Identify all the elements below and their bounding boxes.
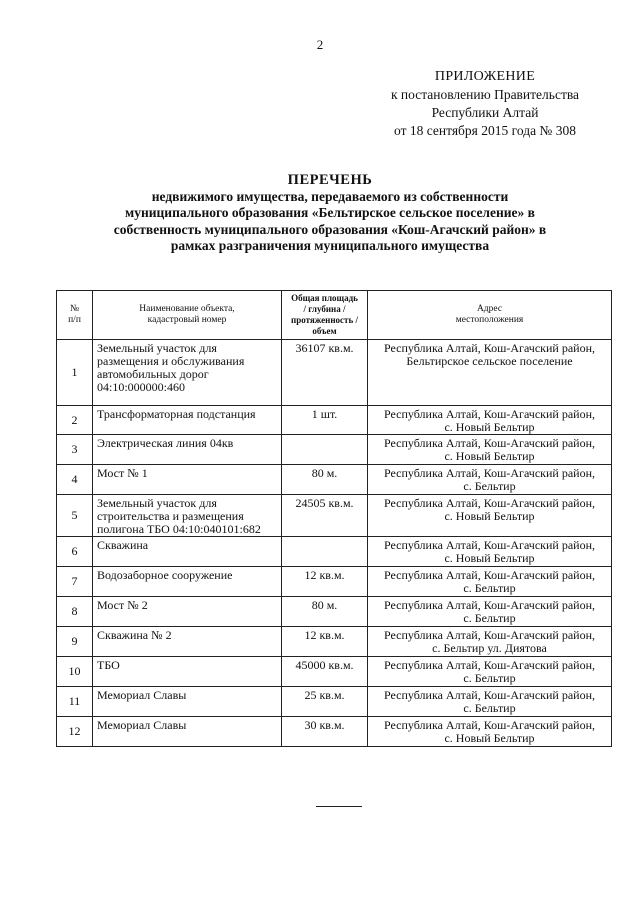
heading-line: недвижимого имущества, передаваемого из собственности	[151, 188, 509, 204]
row-number: 11	[57, 687, 93, 717]
address-line: Республика Алтай, Кош-Агачский район,	[384, 598, 595, 612]
object-address	[368, 687, 612, 717]
object-address	[368, 495, 612, 537]
table-header-row	[57, 291, 612, 340]
object-name-line: Водозаборное сооружение	[97, 568, 233, 582]
object-address	[368, 567, 612, 597]
row-number: 10	[57, 657, 93, 687]
document-title: ПЕРЕЧЕНЬ	[287, 172, 373, 188]
address-line: Республика Алтай, Кош-Агачский район,	[384, 568, 595, 582]
table-row	[57, 406, 612, 435]
table-row	[57, 340, 612, 406]
table-row	[57, 435, 612, 465]
object-area: 24505 кв.м.	[282, 495, 368, 537]
heading-line: рамках разграничения муниципального имущества	[170, 238, 490, 253]
object-address	[368, 657, 612, 687]
object-area: 12 кв.м.	[282, 627, 368, 657]
object-address	[368, 537, 612, 567]
object-name-line: Мемориал Славы	[97, 718, 187, 732]
table-row	[57, 567, 612, 597]
header-text: Адрес	[476, 304, 503, 314]
object-name	[93, 537, 282, 567]
object-name-line: 04:10:000000:460	[97, 380, 186, 394]
header-text: кадастровый номер	[147, 315, 227, 325]
address-line: Республика Алтай, Кош-Агачский район,	[384, 341, 595, 355]
object-area: 36107 кв.м.	[282, 340, 368, 406]
heading-line: муниципального образования «Бельтирское сельское поселение» в	[125, 205, 535, 220]
object-name-line: Мемориал Славы	[97, 688, 187, 702]
object-name	[93, 687, 282, 717]
header-number	[57, 291, 93, 340]
object-address	[368, 597, 612, 627]
page-number: 2	[316, 37, 324, 52]
heading-line: собственность муниципального образования «Кош-Агачский район» в	[113, 221, 547, 237]
table-row	[57, 687, 612, 717]
property-table	[56, 290, 612, 747]
object-address	[368, 340, 612, 406]
object-name-line: Земельный участок для	[97, 341, 217, 355]
address-line: Республика Алтай, Кош-Агачский район,	[384, 436, 595, 450]
table-row	[57, 465, 612, 495]
object-name	[93, 465, 282, 495]
object-name	[93, 495, 282, 537]
object-area	[282, 435, 368, 465]
address-line: Республика Алтай, Кош-Агачский район,	[384, 466, 595, 480]
table-row	[57, 657, 612, 687]
address-line: с. Бельтир	[463, 671, 516, 685]
row-number: 1	[57, 340, 93, 406]
row-number: 4	[57, 465, 93, 495]
address-line: с. Бельтир ул. Диятова	[432, 641, 547, 655]
object-name	[93, 435, 282, 465]
address-line: Республика Алтай, Кош-Агачский район,	[384, 658, 595, 672]
object-name-line: Трансформаторная подстанция	[97, 407, 256, 421]
object-name	[93, 567, 282, 597]
object-name	[93, 340, 282, 406]
object-area: 30 кв.м.	[282, 717, 368, 747]
header-text: местоположения	[455, 315, 524, 325]
row-number: 8	[57, 597, 93, 627]
address-line: Республика Алтай, Кош-Агачский район,	[384, 496, 595, 510]
object-name-line: автомобильных дорог	[97, 367, 209, 381]
object-area: 80 м.	[282, 465, 368, 495]
row-number: 5	[57, 495, 93, 537]
table-row	[57, 495, 612, 537]
address-line: Республика Алтай, Кош-Агачский район,	[384, 688, 595, 702]
annex-line: Республики Алтай	[431, 105, 539, 120]
table-row	[57, 537, 612, 567]
object-address	[368, 435, 612, 465]
address-line: Республика Алтай, Кош-Агачский район,	[384, 407, 595, 421]
object-name-line: Скважина	[97, 538, 149, 552]
annex-date-line: от 18 сентября 2015 года № 308	[394, 123, 576, 138]
address-line: с. Новый Бельтир	[444, 731, 535, 745]
object-area: 1 шт.	[282, 406, 368, 435]
address-line: с. Бельтир	[463, 479, 516, 493]
address-line: с. Бельтир	[463, 701, 516, 715]
header-text: объем	[312, 326, 337, 336]
object-name-line: Электрическая линия 04кв	[97, 436, 234, 450]
object-address	[368, 717, 612, 747]
address-line: с. Новый Бельтир	[444, 420, 535, 434]
row-number: 6	[57, 537, 93, 567]
object-name-line: Мост № 2	[97, 598, 148, 612]
address-line: Республика Алтай, Кош-Агачский район,	[384, 718, 595, 732]
object-name	[93, 657, 282, 687]
annex-block	[360, 68, 610, 140]
object-area: 45000 кв.м.	[282, 657, 368, 687]
object-name-line: Земельный участок для	[97, 496, 217, 510]
object-area	[282, 537, 368, 567]
header-area	[282, 291, 368, 340]
object-area: 12 кв.м.	[282, 567, 368, 597]
object-address	[368, 627, 612, 657]
table-row	[57, 627, 612, 657]
address-line: с. Бельтир	[463, 581, 516, 595]
object-address	[368, 406, 612, 435]
row-number: 7	[57, 567, 93, 597]
object-name-line: полигона ТБО 04:10:040101:682	[97, 522, 261, 536]
table-row	[57, 717, 612, 747]
separator-line	[316, 806, 362, 807]
object-address	[368, 465, 612, 495]
header-text: п/п	[68, 315, 81, 325]
annex-line: к постановлению Правительства	[390, 87, 580, 102]
object-name-line: Скважина № 2	[97, 628, 172, 642]
table-row	[57, 597, 612, 627]
header-text: Общая площадь	[291, 293, 358, 303]
header-text: протяженность /	[291, 315, 358, 325]
header-text: Наименование объекта,	[139, 304, 235, 314]
object-area: 80 м.	[282, 597, 368, 627]
address-line: с. Новый Бельтир	[444, 509, 535, 523]
address-line: Республика Алтай, Кош-Агачский район,	[384, 628, 595, 642]
header-object-name	[93, 291, 282, 340]
row-number: 12	[57, 717, 93, 747]
address-line: Республика Алтай, Кош-Агачский район,	[384, 538, 595, 552]
object-name-line: Мост № 1	[97, 466, 148, 480]
header-address	[368, 291, 612, 340]
row-number: 2	[57, 406, 93, 435]
object-name-line: строительства и размещения	[97, 509, 244, 523]
object-name	[93, 406, 282, 435]
address-line: Бельтирское сельское поселение	[406, 354, 573, 368]
object-name	[93, 717, 282, 747]
row-number: 9	[57, 627, 93, 657]
object-name	[93, 597, 282, 627]
object-name	[93, 627, 282, 657]
address-line: с. Новый Бельтир	[444, 449, 535, 463]
document-heading	[70, 172, 590, 255]
row-number: 3	[57, 435, 93, 465]
object-name-line: размещения и обслуживания	[97, 354, 245, 368]
address-line: с. Новый Бельтир	[444, 551, 535, 565]
annex-title: ПРИЛОЖЕНИЕ	[434, 69, 536, 84]
header-text: №	[69, 304, 80, 314]
object-area: 25 кв.м.	[282, 687, 368, 717]
address-line: с. Бельтир	[463, 611, 516, 625]
header-text: / глубина /	[303, 304, 346, 314]
object-name-line: ТБО	[97, 658, 120, 672]
